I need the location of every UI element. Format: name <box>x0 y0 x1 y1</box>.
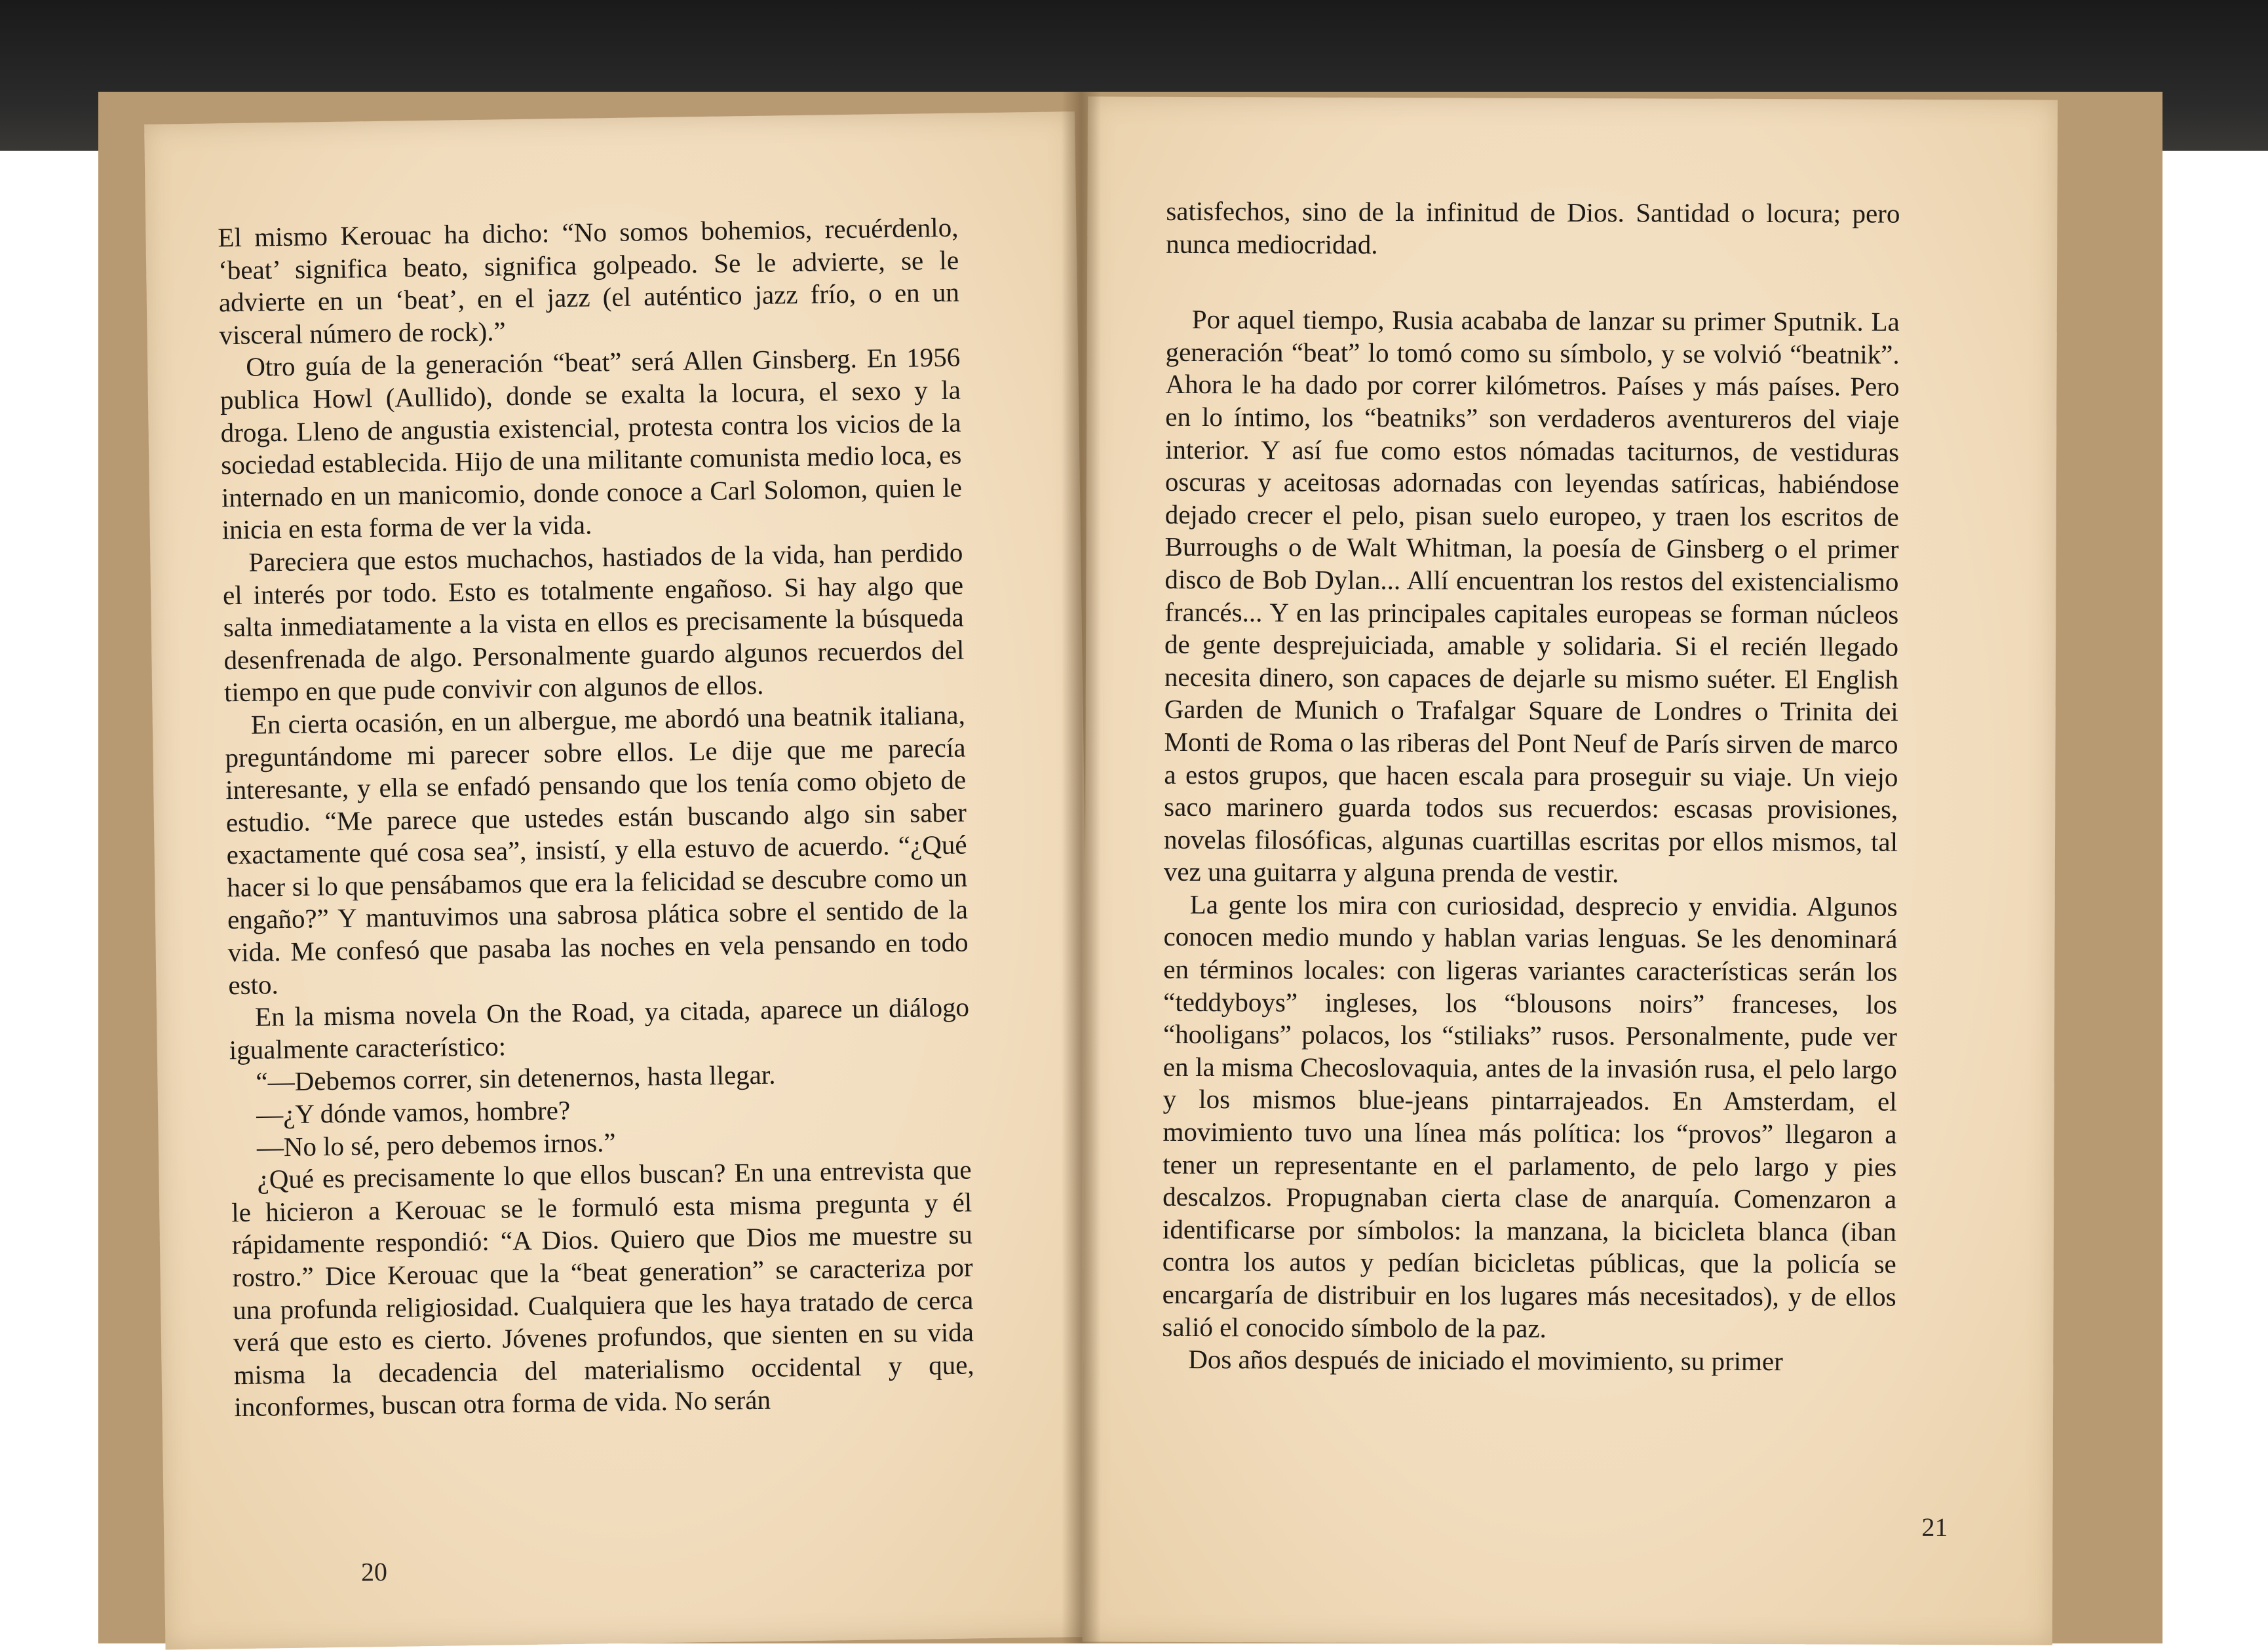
dialogue-line: —No lo sé, pero debemos irnos.” <box>256 1126 616 1162</box>
paragraph: Por aquel tiempo, Rusia acababa de lanzar su primer Sputnik. La generación “beat” lo tomó como su símbolo, y se volvió “beatnik”. Ahora le ha dado por correr kilómetros. Países y más países. Pero en lo íntimo, los “beatniks” son verdaderos aventureros del viaje interior. Y así fue como estos nómadas taciturnos, de vestiduras oscuras y aceitosas adornadas con leyendas satíricas, habiéndose dejado crecer el pelo, pisan suelo europeo, y traen los escritos de Burroughs o de Walt Whitman, la poesía de Ginsberg o el primer disco de Bob Dylan... Allí encuentran los restos del existencialismo francés... Y en las principales capitales europeas se forman núcleos de gente desprejuiciada, amable y solidaria. Si el recién llegado necesita dinero, son capaces de dejarle su mismo suéter. El English Garden de Munich o Trafalgar Square de Londres o Trinita dei Monti de Roma o las riberas del Pont Neuf de París sirven de marco a estos grupos, que hacen escala para proseguir su viaje. Un viejo saco marinero guarda todos sus recuerdos: escasas provisiones, novelas filosóficas, algunas cuartillas escritas por ellos mismos, tal vez una guitarra y alguna prenda de vestir. <box>1163 304 1900 889</box>
paragraph: satisfechos, sino de la infinitud de Dios. Santidad o locura; pero nunca mediocridad. <box>1166 195 1900 259</box>
paragraph: El mismo Kerouac ha dicho: “No somos bohemios, recuérdenlo, ‘beat’ significa beato, significa golpeado. Se le advierte, se le advierte en un ‘beat’, en el jazz (el auténtico jazz frío, o en un visceral número de rock).” <box>218 212 960 351</box>
paragraph: ¿Qué es precisamente lo que ellos buscan? En una entrevista que le hicieron a Kerouac se le formuló esta misma pregunta y él rápidamente respondió: “A Dios. Quiero que Dios me muestre su rostro.” Dice Kerouac que la “beat generation” se caracteriza por una profunda religiosidad. Cualquiera que les haya tratado de cerca verá que esto es cierto. Jóvenes profundos, que sienten en su vida misma la decadencia del materialismo occidental y que, inconformes, buscan otra forma de vida. No serán <box>231 1154 974 1423</box>
page-number: 21 <box>1921 1512 1948 1543</box>
paragraph: Dos años después de iniciado el movimiento, su primer <box>1188 1344 1783 1377</box>
left-page-text <box>218 212 975 1425</box>
page-number: 20 <box>360 1556 388 1587</box>
left-page <box>144 111 1096 1650</box>
paragraph: Pareciera que estos muchachos, hastiados de la vida, han perdido el interés por todo. Esto es totalmente engañoso. Si hay algo que salta inmediatamente a la vista en ellos es precisamente la búsqueda desenfrenada de algo. Personalmente guardo algunos recuerdos del tiempo en que pude convivir con algunos de ellos. <box>222 537 965 708</box>
book-gutter <box>1062 92 1101 1643</box>
right-page-text <box>1162 195 1900 1379</box>
dialogue-line: —¿Y dónde vamos, hombre? <box>256 1095 571 1130</box>
paragraph: La gente los mira con curiosidad, desprecio y envidia. Algunos conocen medio mundo y hablan varias lenguas. Se les denominará en términos locales: con ligeras variantes características serán los “teddyboys” ingleses, los “blousons noirs” franceses, los “hooligans” polacos, los “stiliaks” rusos. Personalmente, pude ver en la misma Checoslovaquia, antes de la invasión rusa, el pelo largo y los mismos blue-jeans pintarrajeados. En Amsterdam, el movimiento tuvo una línea más política: los “provos” llegaron a tener un representante en el parlamento, de pelo largo y pies descalzos. Propugnaban cierta clase de anarquía. Comenzaron a identificarse por símbolos: la manzana, la bicicleta blanca (iban contra los autos y pedían bicicletas públicas, que la policía se encargaría de distribuir en los lugares más necesitados), y de ellos salió el conocido símbolo de la paz. <box>1162 889 1898 1343</box>
paragraph: Otro guía de la generación “beat” será Allen Ginsberg. En 1956 publica Howl (Aullido), donde se exalta la locura, el sexo y la droga. Lleno de angustia existencial, protesta contra los vicios de la sociedad establecida. Hijo de una militante comunista medio loca, es internado en un manicomio, donde conoce a Carl Solomon, quien le inicia en esta forma de ver la vida. <box>220 341 963 545</box>
right-page <box>1083 96 2058 1645</box>
dialogue-line: “—Debemos correr, sin detenernos, hasta llegar. <box>256 1060 776 1098</box>
paragraph: En cierta ocasión, en un albergue, me abordó una beatnik italiana, preguntándome mi parecer sobre ellos. Le dije que me parecía interesante, y ella se enfadó pensando que los tenía como objeto de estudio. “Me parece que ustedes están buscando algo sin saber exactamente qué cosa sea”, insistí, y ella estuvo de acuerdo. “¿Qué hacer si lo que pensábamos que era la felicidad se descubre como un engaño?” Y mantuvimos una sabrosa plática sobre el sentido de la vida. Me confesó que pasaba las noches en vela pensando en todo esto. <box>225 699 969 1000</box>
paragraph: En la misma novela On the Road, ya citada, aparece un diálogo igualmente característico: <box>229 991 970 1065</box>
